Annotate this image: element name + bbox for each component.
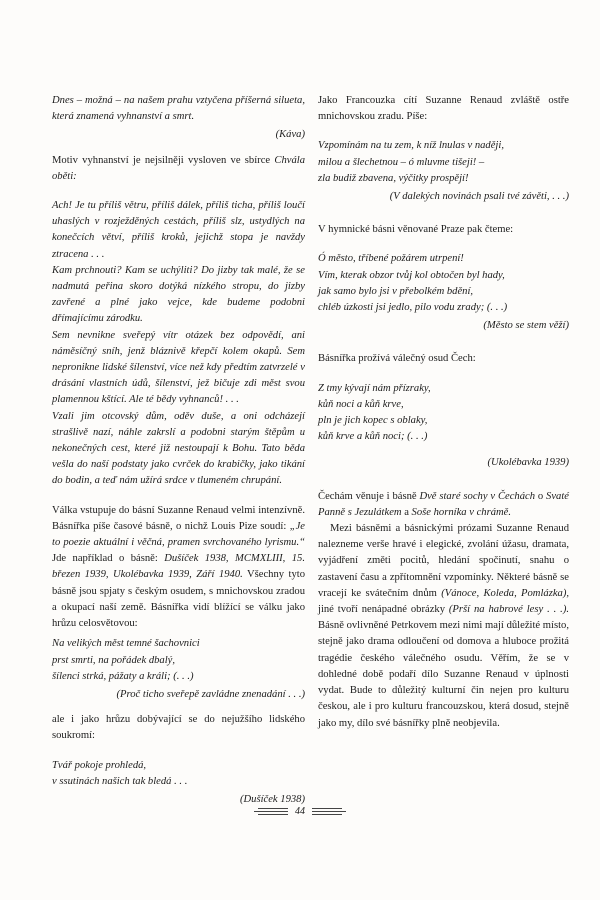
text: o — [535, 490, 547, 502]
verse-line: zla budiž zbavena, výčitky prospějí! — [318, 172, 469, 184]
paragraph-munich: Jako Francouzka cítí Suzanne Renaud zvláště ostře mnichovskou zradu. Píše: — [318, 95, 569, 123]
poem-title: Dvě staré sochy v Čechách — [419, 490, 536, 502]
verse-dusicek — [52, 758, 305, 790]
citation-mesto: (Město se stem věží) — [483, 320, 569, 332]
verse-line: Na velikých měst temné šachovnici — [52, 638, 200, 650]
text: a — [401, 506, 412, 518]
paragraph-war — [52, 503, 305, 633]
poem-title: Soše horníka v chrámě. — [411, 506, 511, 518]
verse-line: kůň krve a kůň noci; (. . .) — [318, 431, 428, 443]
verse-lullaby — [318, 381, 569, 446]
prose-poem — [52, 198, 305, 490]
verse-line: Tvář pokoje prohledá, — [52, 759, 147, 771]
citation-dusicek: (Dušíček 1938) — [239, 793, 305, 805]
paragraph-statues — [318, 489, 569, 521]
citation-proc-ticho: (Proč ticho sveřepě zavládne znenadání . . .) — [116, 688, 305, 700]
verse-line: prst smrti, na pořádek dbalý, — [52, 654, 176, 666]
text: jiné tvoří nenápadné obrázky — [318, 604, 449, 616]
verse-line: pln je jich kopec s oblaky, — [318, 415, 428, 427]
text: Mezi básněmi a básnickými prózami Suzanne Renaud nalezneme verše hravé i elegické, zvolání úžasu, dramata, vyjádření změti pocitů, hledání spočinutí, snahu o zastavení času a zpřítomnění vzpomínky. Některé básně se vracejí ke svátečním dnům — [318, 523, 569, 599]
page-footer — [0, 806, 600, 817]
ornament-rule-right — [312, 808, 346, 815]
prose-poem-line: Vzali jim otcovský dům, oděv duše, a oni odcházejí strašlivě nazí, náhle zakrslí a podobni starým štěpům u nekonečných cest, které již nestoupají k Bohu. Tato běda vešla do naší podstaty jako cvrček do krabičky, jako tikání do bodin, a teď nám užírá srdce v tlumeném chrupání. — [52, 410, 305, 487]
text: Jde například o básně: — [52, 553, 165, 565]
paragraph-privacy: ale i jako hrůzu dobývající se do nejužšího lidského soukromí: — [52, 714, 305, 742]
citation-novinach: (V dalekých novinách psali tvé závěti, . . .) — [389, 191, 569, 203]
verse-line: Vím, kterak obzor tvůj kol obtočen byl hady, — [318, 269, 505, 281]
verse-line: Z tmy kývají nám přízraky, — [318, 382, 431, 394]
verse-prague — [318, 251, 569, 316]
verse-chessboard — [52, 636, 305, 685]
collection-title: Chvála oběti: — [52, 154, 305, 182]
verse-line: jak samo bylo jsi v přebolkém bdění, — [318, 285, 474, 297]
paragraph-prague: V hymnické básni věnované Praze pak čteme: — [318, 224, 514, 236]
text: Všechny tyto básně jsou spjaty s českým osudem, s mnichovskou zradou a okupací naší země. Básnířka vidí blížící se válku jako hrůzu celosvětovou: — [52, 569, 305, 630]
prose-poem-line: Sem nevnikne sveřepý vítr otázek bez odpovědí, ani náměsíčný sníh, jenž bláznivě křepčí kolem okapů. Sem nepronikne lidské šílenství, více než kdy předtím zatvrzelé v drásání vlastních údů, šílenství, jež bičuje zdi měst svou plamennou kštící. Ale té bědy vyhnanců! . . . — [52, 329, 305, 406]
text: Válka vstupuje do básní Suzanne Renaud velmi intenzívně. Básnířka píše časové básně, o nichž Louis Pize soudí: — [52, 504, 305, 532]
prose-poem-line: Kam prchnouti? Kam se uchýliti? Do jizby tak malé, že se nadmutá peřina skoro dotýká nízkého stropu, do jizby zavřené a plné jako vejce, kde budeme podobni dřímajícímu zárodku. — [52, 264, 305, 325]
verse-line: Ó město, tříbené požárem utrpení! — [318, 253, 464, 265]
pize-quote: „Je to poezie aktuální i věčná, pramen svrchovaného lyrismu.“ — [52, 520, 305, 549]
verse-line: Vzpomínám na tu zem, k níž lnulas v naději, — [318, 140, 504, 152]
poem-title: (Prší na habrové lesy . . .). — [448, 604, 569, 616]
quote-kava: Dnes – možná – na našem prahu vztyčena příšerná silueta, která znamená vyhnanství a smrt. — [52, 95, 305, 123]
intro-text: Motiv vyhnanství je nejsilněji vysloven ve sbírce — [52, 154, 275, 166]
left-column — [52, 93, 305, 808]
verse-line: šílenci strká, pážaty a králi; (. . .) — [52, 670, 194, 682]
poem-titles: (Vánoce, Koleda, Pomlázka), — [441, 587, 569, 599]
verse-line: v ssutinách našich tak bledá . . . — [52, 775, 188, 787]
citation-ukolebavka: (Ukolébavka 1939) — [487, 457, 569, 469]
right-column — [318, 93, 569, 732]
citation-kava: (Káva) — [275, 129, 305, 141]
verse-remember — [318, 138, 569, 187]
prose-poem-line: Ach! Je tu příliš větru, příliš dálek, příliš ticha, příliš loučí uhaslých v rozježděných cestách, příliš slz, ustydlých na konečcích větví, příliš kroků, jejichž stopa je navždy ztracena . . . — [52, 200, 305, 260]
poem-titles: Dušíček 1938, MCMXLIII, 15. březen 1939, Ukolébavka 1939, Září 1940. — [52, 553, 305, 581]
ornament-rule-left — [254, 808, 288, 815]
paragraph-bohemia: Básnířka prožívá válečný osud Čech: — [318, 353, 476, 365]
verse-line: chléb úzkosti jsi jedlo, pilo vodu zrady; (. . .) — [318, 302, 508, 314]
page-number: 44 — [295, 806, 305, 817]
paragraph-exile-intro — [52, 153, 305, 185]
paragraph-conclusion — [318, 521, 569, 732]
poem-title: Svaté Panně s Jezulátkem — [318, 490, 569, 518]
verse-line: milou a šlechetnou – ó mluvme tišeji! – — [318, 156, 485, 168]
verse-line: kůň noci a kůň krve, — [318, 398, 404, 410]
text: Básně ovlivněné Petrkovem mezi nimi mají důležité místo, stejně jako drama odloučení od domova a hluboce prožitá tragédie českého válečného osudu. Věřím, že se v dohledné době podaří dílo Suzanne Renaud v úplnosti vydat. Bude to důležitý kulturní čin nejen pro kulturu českou, ale i pro kulturu francouzskou, která dosud, stejně jako my, dílo své básnířky plně neobjevila. — [318, 620, 569, 729]
text: Čechám věnuje i básně — [318, 490, 420, 502]
